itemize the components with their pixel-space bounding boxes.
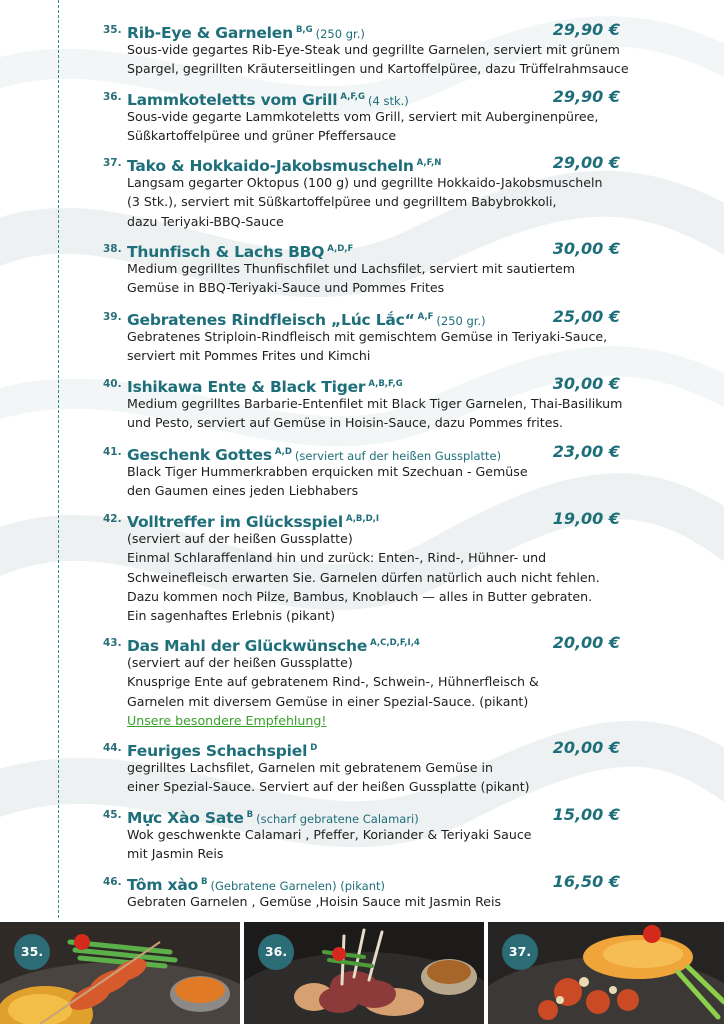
description-line: (serviert auf der heißen Gussplatte) (127, 655, 353, 670)
description-line: Sous-vide gegarte Lammkoteletts vom Grill, serviert mit Auberginenpüree, (127, 109, 599, 124)
item-title-line (127, 19, 365, 41)
item-description (127, 394, 627, 433)
item-description (127, 259, 627, 298)
item-description (127, 529, 627, 625)
item-allergens: B (246, 810, 254, 820)
description-line: Black Tiger Hummerkrabben erquicken mit Szechuan - Gemüse (127, 464, 528, 479)
description-line: Dazu kommen noch Pilze, Bambus, Knoblauch — alles in Butter gebraten. (127, 588, 593, 604)
item-allergens: A,C,D,F,I,4 (370, 638, 420, 648)
item-name: Lammkoteletts vom Grill (127, 91, 338, 109)
description-line: Sous-vide gegartes Rib-Eye-Steak und gegrillte Garnelen, serviert mit grünem (127, 42, 620, 57)
item-price: 29,90 € (552, 20, 620, 39)
item-description (127, 653, 627, 730)
item-note: (250 gr.) (315, 27, 365, 41)
item-price: 23,00 € (552, 442, 620, 461)
description-line: Garnelen mit diversem Gemüse in einer Spezial-Sauce. (pikant) (127, 693, 529, 709)
item-description (127, 462, 627, 501)
item-description (127, 173, 627, 231)
description-line: Medium gegrilltes Thunfischfilet und Lachsfilet, serviert mit sautiertem (127, 261, 576, 276)
item-number: 40. (103, 378, 122, 390)
item-allergens: A,F,G (340, 92, 365, 102)
item-allergens: A,D (274, 447, 292, 457)
item-name: Feuriges Schachspiel (127, 742, 308, 760)
item-title-line (127, 871, 385, 893)
item-allergens: B (201, 877, 208, 887)
item-number: 45. (103, 809, 122, 821)
item-note: (4 stk.) (368, 94, 409, 108)
item-number: 46. (103, 876, 122, 888)
item-title-line (127, 804, 419, 826)
description-line: serviert mit Pommes Frites und Kimchi (127, 348, 371, 364)
description-line: Einmal Schlaraffenland hin und zurück: Enten-, Rind-, Hühner- und (127, 550, 547, 566)
item-name: Mực Xào Sate (127, 809, 244, 827)
item-number: 43. (103, 637, 122, 649)
item-number: 36. (103, 91, 122, 103)
description-line: Medium gegrilltes Barbarie-Entenfilet mit Black Tiger Garnelen, Thai-Basilikum (127, 396, 623, 411)
item-title-line (127, 737, 317, 759)
item-note: (scharf gebratene Calamari) (256, 812, 419, 826)
item-price: 30,00 € (552, 239, 620, 258)
item-allergens: A,F (417, 312, 434, 322)
octopus-scallops-photo (488, 922, 724, 1024)
item-title-line (127, 86, 409, 108)
item-title-line (127, 632, 420, 654)
item-name: Gebratenes Rindfleisch „Lúc Lắc“ (127, 311, 415, 329)
photo-badge: 36. (258, 934, 294, 970)
item-description (127, 40, 627, 79)
item-number: 35. (103, 24, 122, 36)
item-description (127, 825, 627, 864)
description-line: Gebratenes Striploin-Rindfleisch mit gemischtem Gemüse in Teriyaki-Sauce, (127, 329, 608, 344)
item-number: 37. (103, 157, 122, 169)
description-line: Wok geschwenkte Calamari , Pfeffer, Koriander & Teriyaki Sauce (127, 827, 532, 842)
photo-badge: 37. (502, 934, 538, 970)
item-allergens: A,B,D,I (345, 514, 380, 524)
item-allergens: A,B,F,G (368, 379, 403, 389)
description-line: Gebraten Garnelen , Gemüse ,Hoisin Sauce mit Jasmin Reis (127, 894, 502, 909)
description-line: Ein sagenhaftes Erlebnis (pikant) (127, 608, 336, 624)
item-description (127, 327, 627, 366)
description-line: Gemüse in BBQ-Teriyaki-Sauce und Pommes Frites (127, 280, 445, 296)
recommendation-link[interactable]: Unsere besondere Empfehlung! (127, 712, 327, 728)
item-description (127, 892, 627, 911)
item-price: 29,00 € (552, 153, 620, 172)
item-price: 20,00 € (552, 633, 620, 652)
description-line: und Pesto, serviert auf Gemüse in Hoisin-Sauce, dazu Pommes frites. (127, 415, 564, 431)
item-number: 38. (103, 243, 122, 255)
dish-photo-strip (0, 918, 724, 1024)
item-name: Tako & Hokkaido-Jakobsmuscheln (127, 157, 414, 175)
item-number: 42. (103, 513, 122, 525)
item-price: 16,50 € (552, 872, 620, 891)
item-allergens: B,G (295, 25, 313, 35)
description-line: Spargel, gegrillten Kräuterseitlingen und Kartoffelpüree, dazu Trüffelrahmsauce (127, 61, 629, 77)
description-line: Süßkartoffelpüree und grüner Pfeffersauce (127, 128, 397, 144)
description-line: den Gaumen eines jeden Liebhabers (127, 483, 359, 499)
item-price: 29,90 € (552, 87, 620, 106)
item-description (127, 107, 627, 146)
item-allergens: A,F,N (416, 158, 442, 168)
description-line: gegrilltes Lachsfilet, Garnelen mit gebratenem Gemüse in (127, 760, 493, 775)
item-title-line (127, 238, 353, 260)
item-price: 20,00 € (552, 738, 620, 757)
item-price: 15,00 € (552, 805, 620, 824)
item-number: 44. (103, 742, 122, 754)
item-name: Volltreffer im Glücksspiel (127, 513, 343, 531)
description-line: Knusprige Ente auf gebratenem Rind-, Schwein-, Hühnerfleisch & (127, 674, 539, 690)
item-title-line (127, 441, 501, 463)
item-name: Rib-Eye & Garnelen (127, 24, 293, 42)
item-allergens: A,D,F (327, 244, 354, 254)
item-allergens: D (310, 743, 318, 753)
photo-badge: 35. (14, 934, 50, 970)
item-title-line (127, 508, 379, 530)
rib-eye-shrimp-photo (0, 922, 240, 1024)
item-note: (serviert auf der heißen Gussplatte) (294, 449, 502, 463)
item-note: (Gebratene Garnelen) (pikant) (210, 879, 385, 893)
description-line: einer Spezial-Sauce. Serviert auf der heißen Gussplatte (pikant) (127, 779, 530, 795)
item-name: Tôm xào (127, 876, 199, 894)
item-title-line (127, 373, 403, 395)
item-price: 19,00 € (552, 509, 620, 528)
item-note: (250 gr.) (436, 314, 486, 328)
description-line: (3 Stk.), serviert mit Süßkartoffelpüree und gegrilltem Babybrokkoli, (127, 194, 557, 210)
item-number: 39. (103, 311, 122, 323)
item-name: Das Mahl der Glückwünsche (127, 637, 368, 655)
description-line: Schweinefleisch erwarten Sie. Garnelen dürfen natürlich auch nicht fehlen. (127, 569, 600, 585)
description-line: dazu Teriyaki-BBQ-Sauce (127, 213, 284, 229)
item-price: 25,00 € (552, 307, 620, 326)
description-line: Langsam gegarter Oktopus (100 g) und gegrillte Hokkaido-Jakobsmuscheln (127, 175, 603, 190)
description-line: (serviert auf der heißen Gussplatte) (127, 531, 353, 546)
item-name: Geschenk Gottes (127, 446, 272, 464)
item-title-line (127, 306, 486, 328)
lamb-chops-photo (244, 922, 484, 1024)
item-description (127, 758, 627, 797)
item-name: Thunfisch & Lachs BBQ (127, 243, 325, 261)
item-title-line (127, 152, 441, 174)
item-number: 41. (103, 446, 122, 458)
item-name: Ishikawa Ente & Black Tiger (127, 378, 366, 396)
description-line: mit Jasmin Reis (127, 846, 224, 862)
item-price: 30,00 € (552, 374, 620, 393)
